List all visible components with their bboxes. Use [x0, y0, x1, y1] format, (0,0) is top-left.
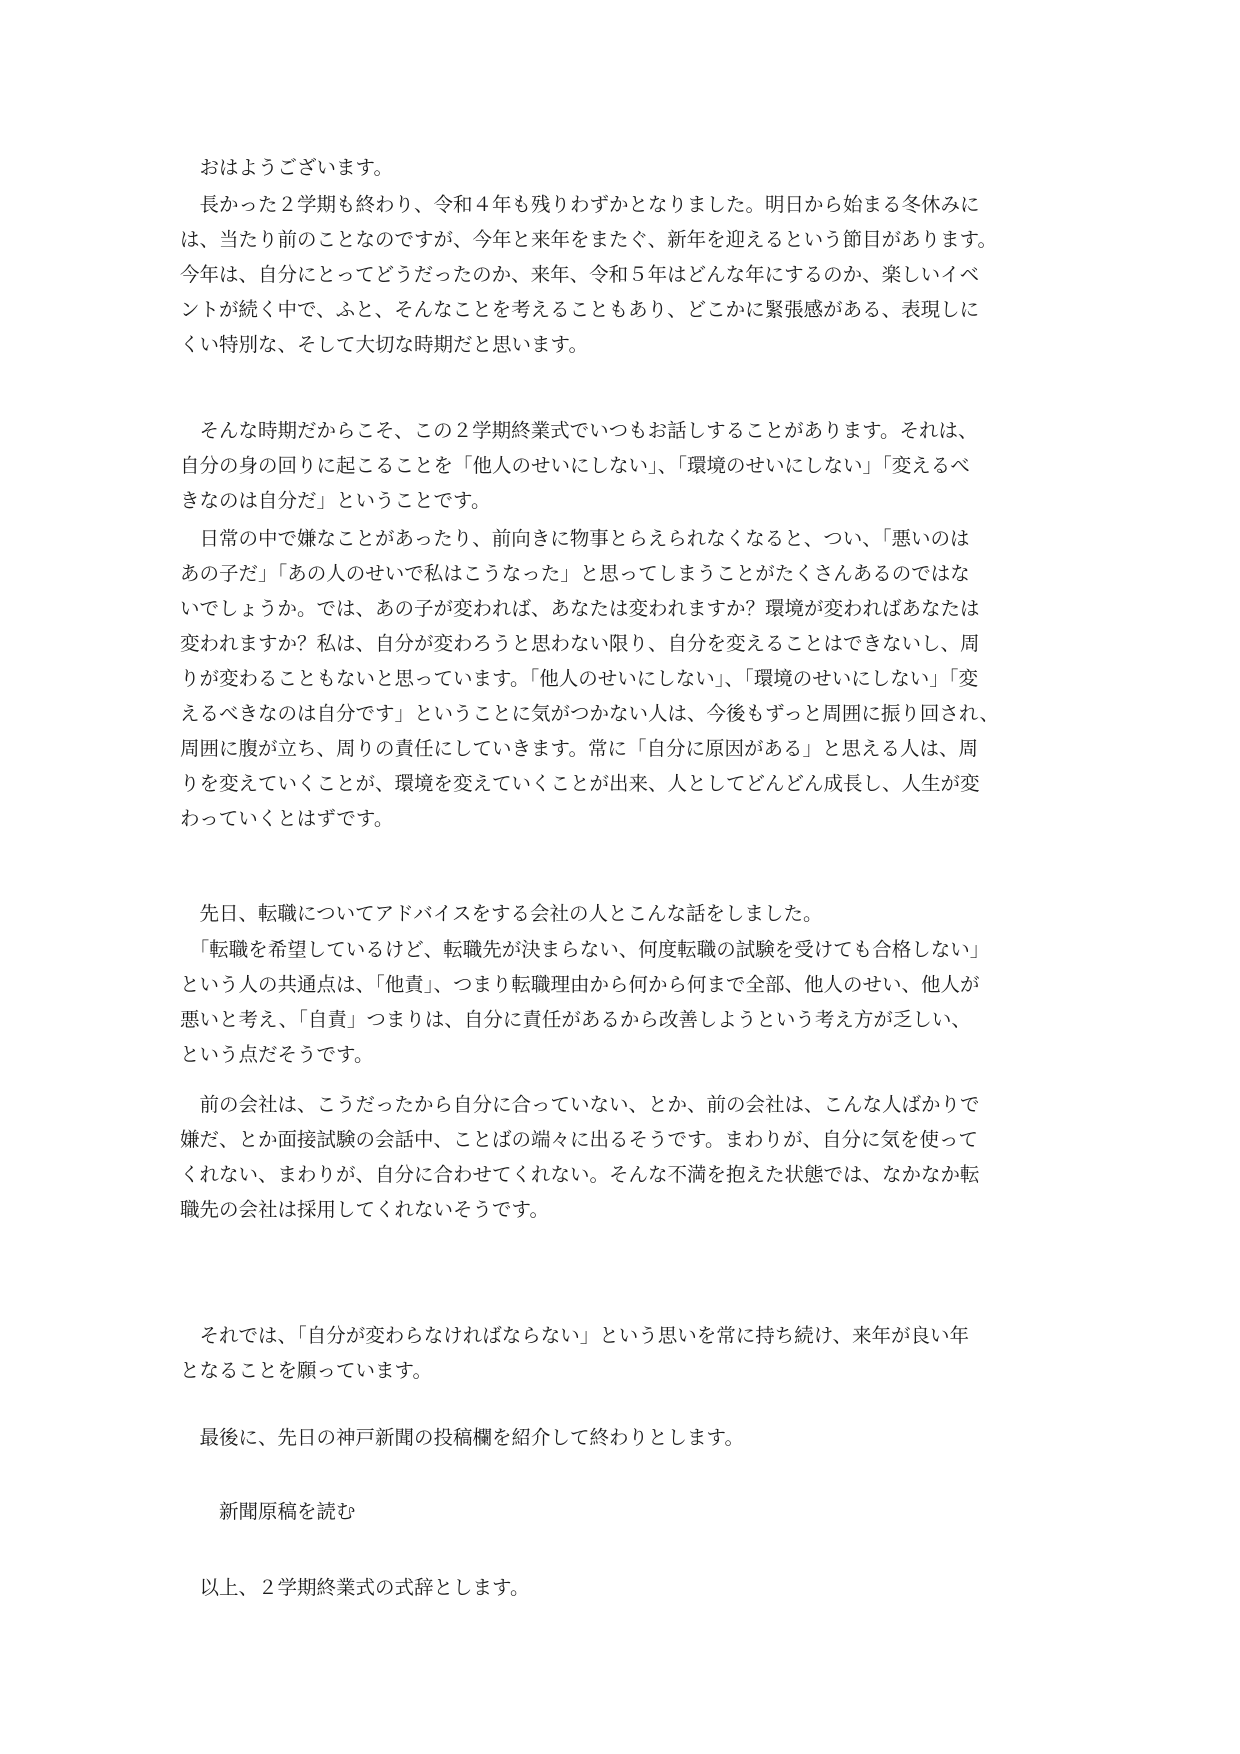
- paragraph-term-end: 長かった２学期も終わり、令和４年も残りわずかとなりました。明日から始まる冬休みに は、当たり前のことなのですが、今年と来年をまたぐ、新年を迎えるという節目があります。 今年は、自分にとってどうだったのか、来年、令和５年はどんな年にするのか、楽しいイベ ントが続く中で、ふと、そんなことを考えることもあり、どこかに緊張感がある、表現しに くい特別な、そして大切な時期だと思います。: [180, 193, 998, 356]
- paragraph-read-newspaper: 新聞原稿を読む: [180, 1500, 356, 1523]
- paragraph-conclusion: 以上、２学期終業式の式辞とします。: [180, 1576, 530, 1599]
- paragraph-daily-life: 日常の中で嫌なことがあったり、前向きに物事とらえられなくなると、つい、「悪いのは あの子だ」「あの人のせいで私はこうなった」と思ってしまうことがたくさんあるのではな いでしょうか。では、あの子が変われば、あなたは変われますか？環境が変わればあなたは 変われますか？私は、自分が変わろうと思わない限り、自分を変えることはできないし、周 りが変わることもないと思っています。「他人のせいにしない」、「環境のせいにしない」「変 えるべきなのは自分です」ということに気がつかない人は、今後もずっと周囲に振り回され、 周囲に腹が立ち、周りの責任にしていきます。常に「自分に原因がある」と思える人は、周 りを変えていくことが、環境を変えていくことが出来、人としてどんどん成長し、人生が変 わっていくとはずです。: [180, 527, 1000, 830]
- paragraph-main-message: そんな時期だからこそ、この２学期終業式でいつもお話しすることがあります。それは、 自分の身の回りに起こることを「他人のせいにしない」、「環境のせいにしない」「変えるべ きなのは自分だ」ということです。: [180, 419, 978, 512]
- paragraph-closing-wish: それでは、「自分が変わらなければならない」という思いを常に持ち続け、来年が良い年 となることを願っています。: [180, 1324, 969, 1382]
- paragraph-previous-company: 前の会社は、こうだったから自分に合っていない、とか、前の会社は、こんな人ばかりで 嫌だ、とか面接試験の会話中、ことばの端々に出るそうです。まわりが、自分に気を使って くれない、まわりが、自分に合わせてくれない。そんな不満を抱えた状態では、なかなか転 職先の会社は採用してくれないそうです。: [180, 1093, 980, 1221]
- greeting-line: おはようございます。: [180, 156, 393, 179]
- paragraph-job-advice-intro: 先日、転職についてアドバイスをする会社の人とこんな話をしました。: [180, 902, 823, 925]
- paragraph-job-seekers: 「転職を希望しているけど、転職先が決まらない、何度転職の試験を受けても合格しない」 という人の共通点は、「他責」、つまり転職理由から何から何まで全部、他人のせい、他人が 悪いと考え、「自責」つまりは、自分に責任があるから改善しようという考え方が乏しい、 という点だそうです。: [180, 938, 990, 1066]
- paragraph-newspaper-intro: 最後に、先日の神戸新聞の投稿欄を紹介して終わりとします。: [180, 1426, 744, 1449]
